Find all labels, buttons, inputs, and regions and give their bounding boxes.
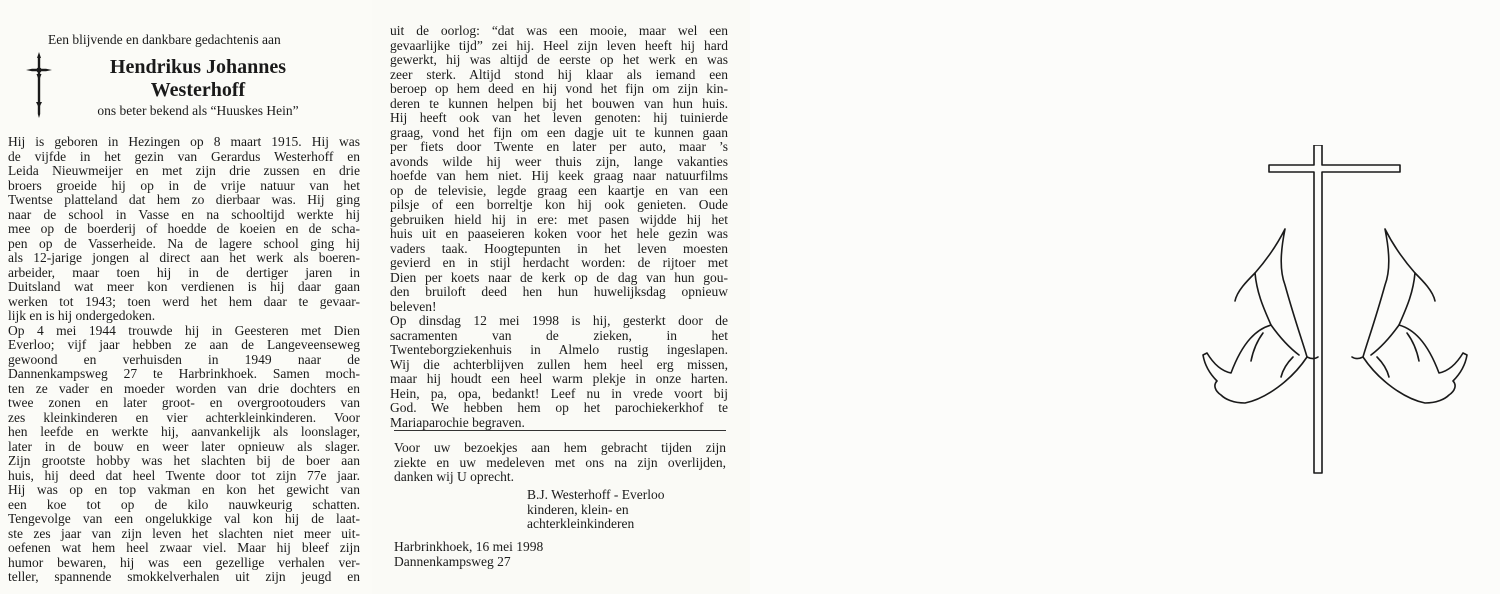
bio-line: pilsje of een borreltje kon hij ook genieten. Oude <box>390 198 728 212</box>
bio-line: gevierd en in stijl herdacht worden: de rijtoer met <box>390 256 728 270</box>
bio-line: Twenteborgziekenhuis in Almelo rustig ingeslapen. <box>390 343 728 357</box>
bio-line: gewoond en verhuisden in 1949 naar de <box>8 352 360 367</box>
section-divider <box>394 430 726 431</box>
bio-line: per fiets door Twente en later per auto, maar ’s <box>390 140 728 154</box>
bio-line: Mariaparochie begraven. <box>390 415 525 430</box>
bio-line: Duitsland wat meer kon verdienen is hij daar gaan <box>8 280 360 294</box>
bio-line: huis, hij deed dat heel Twente door tot zijn 77e jaar. <box>8 468 360 483</box>
bio-line: Hein, pa, opa, bedankt! Leef nu in vrede voort bij <box>390 386 728 401</box>
middle-panel <box>372 0 750 594</box>
bio-line: Op dinsdag 12 mei 1998 is hij, gesterkt door de <box>390 314 728 328</box>
bio-line: twee zonen en later groot- en overgrootouders van <box>8 396 360 410</box>
bio-line: graag, vond het fijn om een dagje uit te kunnen gaan <box>390 125 728 140</box>
bio-line: ten ze vader en moeder worden van drie dochters en <box>8 381 360 396</box>
thanks-line: ziekte en uw medeleven met ons na zijn overlijden, <box>394 455 726 470</box>
bio-line: deren te kunnen helpen bij het bouwen van hun huis. <box>390 96 728 111</box>
thanks-line: Voor uw bezoekjes aan hem gebracht tijden zijn <box>394 441 726 455</box>
bio-line: Leida Nieuwmeijer en met zijn drie zussen en drie <box>8 164 360 178</box>
bio-line: beleven! <box>390 299 437 314</box>
address-line: Dannenkampsweg 27 <box>394 554 511 569</box>
bio-line: humor bewaren, hij was een gezellige verhalen ver- <box>8 555 360 570</box>
bio-line: Hij heeft ook van het leven genoten: hij tuinierde <box>390 111 728 125</box>
name-last-line: Westerhoff <box>150 79 246 101</box>
bio-line: Tengevolge van een ongelukkige val kon hij de laat- <box>8 512 360 526</box>
place-date-line: Harbrinkhoek, 16 mei 1998 <box>394 540 544 554</box>
signoff-line: kinderen, klein- en <box>527 502 629 517</box>
bio-line: de vijfde in het gezin van Gerardus Westerhoff en <box>8 149 360 164</box>
bio-line: zes kleinkinderen en vier achterkleinkinderen. Voor <box>8 410 360 425</box>
bio-line: op de televisie, legde graag een kaartje en van een <box>390 183 728 198</box>
signoff-line: achterkleinkinderen <box>527 517 635 531</box>
bio-line: Everloo; vijf jaar hebben ze aan de Langeveenseweg <box>8 338 360 352</box>
bio-line: Hij is geboren in Hezingen op 8 maart 1915. Hij was <box>8 135 360 149</box>
deceased-name <box>58 56 338 102</box>
bio-line: Op 4 mei 1944 trouwde hij in Geesteren met Dien <box>8 323 360 338</box>
thanks-line: danken wij U oprecht. <box>394 470 514 484</box>
bio-line: God. We hebben hem op het parochiekerkhof te <box>390 401 728 415</box>
bio-line: zeer sterk. Altijd stond hij klaar als iemand een <box>390 67 728 82</box>
bio-line: werken tot 1943; toen werd het hem daar te gevaar- <box>8 294 360 309</box>
bio-line: uit de oorlog: “dat was een mooie, maar wel een <box>390 24 728 38</box>
bio-line: mee op de boerderij of hoedde de koeien en de scha- <box>8 222 360 236</box>
name-first-line: Hendrikus Johannes <box>109 56 287 78</box>
bio-line: avonds wilde hij weer thuis zijn, lange vakanties <box>390 154 728 169</box>
bio-line: teller, spannende smokkelverhalen uit zijn jeugd en <box>8 570 360 584</box>
bio-line: naar de school in Vasse en na schooltijd werkte hij <box>8 207 360 222</box>
bio-line: gebruiken hield hij in ere: met pasen wijdde hij het <box>390 212 728 227</box>
left-panel <box>0 0 372 594</box>
bio-line: beroep op hem deed en hij vond het fijn om zijn kin- <box>390 82 728 96</box>
bio-line: Twentse platteland dat hem zo dierbaar was. Hij ging <box>8 193 360 207</box>
cross-with-two-doves-icon <box>1195 145 1475 480</box>
bio-line: maar hij houdt een heel warm plekje in onze harten. <box>390 372 728 386</box>
thanks-paragraph <box>394 441 726 485</box>
bio-line: hoefde van hem niet. Hij keek graag naar natuurfilms <box>390 169 728 183</box>
bio-line: een koe tot op de kilo nauwkeurig schatten. <box>8 497 360 512</box>
bio-line: ste zes jaar van zijn leven het slachten niet meer uit- <box>8 526 360 541</box>
cover-panel <box>750 0 1500 594</box>
bio-line: Wij die achterblijven zullen hem heel erg missen, <box>390 357 728 372</box>
signoff-line: B.J. Westerhoff - Everloo <box>527 488 665 502</box>
family-signoff <box>527 488 727 532</box>
bio-line: pen op de Vasserheide. Na de lagere school ging hij <box>8 236 360 251</box>
bio-line: huis uit en paaseieren koken voor het hele gezin was <box>390 227 728 241</box>
bio-line: lijk en is hij ondergedoken. <box>8 309 156 323</box>
bio-line: gevaarlijke tijd” zei hij. Heel zijn leven heeft hij hard <box>390 38 728 53</box>
bio-line: den bruiloft deed hen hun huwelijksdag opnieuw <box>390 285 728 299</box>
bio-line: Dien per koets naar de kerk op de dag van hun gou- <box>390 270 728 285</box>
bio-line: later in de bouw en weer later opnieuw als slager. <box>8 439 360 454</box>
nickname-line: ons beter bekend als “Huuskes Hein” <box>97 103 299 118</box>
bio-line: Dannenkampsweg 27 te Harbrinkhoek. Samen moch- <box>8 367 360 381</box>
place-and-date <box>394 540 654 569</box>
bio-line: hen leefde en werkte hij, aanvankelijk als loonslager, <box>8 425 360 439</box>
biography-column-2 <box>390 24 728 430</box>
bio-line: sacramenten van de zieken, in het <box>390 328 728 343</box>
ornate-cross-icon <box>24 52 54 118</box>
bio-line: oefenen wat hem heel zwaar viel. Maar hij bleef zijn <box>8 541 360 555</box>
bio-line: Hij was op en top vakman en kon het gewicht van <box>8 483 360 497</box>
bio-line: Zijn grootste hobby was het slachten bij de boer aan <box>8 454 360 468</box>
bio-line: gewerkt, hij was altijd de eerste op het werk en was <box>390 53 728 67</box>
bio-line: vaders taak. Hoogtepunten in het leven moesten <box>390 241 728 256</box>
dedication-line: Een blijvende en dankbare gedachtenis aan <box>48 32 281 47</box>
biography-column-1 <box>8 135 360 585</box>
bio-line: als 12-jarige jongen al direct aan het werk als boeren- <box>8 251 360 265</box>
bio-line: arbeider, maar toen hij in de dertiger jaren in <box>8 265 360 280</box>
bio-line: broers groeide hij op in de vrije natuur van het <box>8 178 360 193</box>
